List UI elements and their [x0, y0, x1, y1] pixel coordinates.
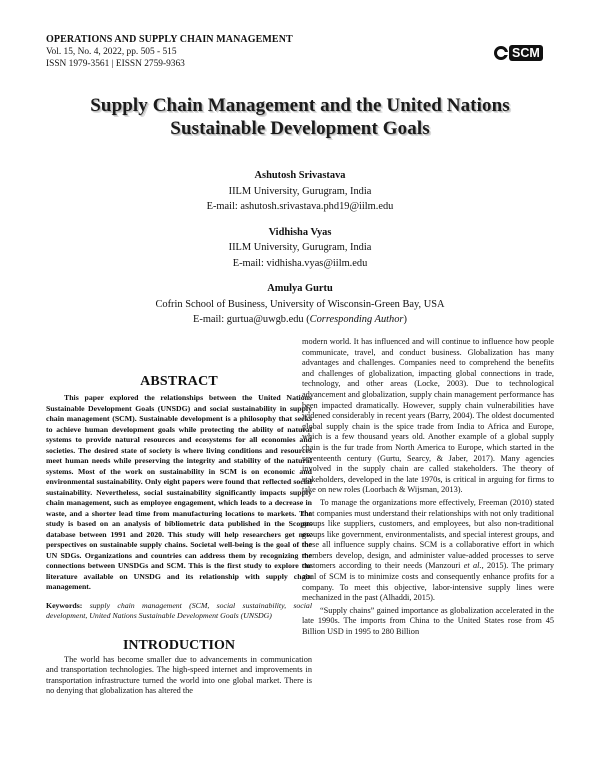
paper-title — [0, 94, 600, 140]
abstract-text: This paper explored the relationships between the United Nations Sustainable Development Goals (UNSDG) and social sustainability in supply chain management (SCM). Sustainable development is a philosophy that seeks to achieve human development goals while protecting the ability of natural systems to provide natural resources and ecosystems for all economies and societies. The desired state of society is where living conditions and resources meet human needs while preserving the integrity and stability of the natural systems. Most of the work on sustainability in SCM is on economic and environmental sustainability. Only eight papers were found that reflected social sustainability. Nevertheless, social sustainability significantly impacts supply chain management, such as employee engagement, which leads to a decrease in waste, and a shorter lead time from manufacturing locations to markets. The study is based on an analysis of bibliometric data published in the Scopus database between 1991 and 2020. This study will help researchers get new perspectives on sustainable supply chains. Societal well-being is the goal of the UN SDGs. Organizations and countries can address them by recognizing the connections between UNSDGs and SCM. This is the first study to explore the literature available on UNSDG and its relationship with supply chain management. — [46, 393, 312, 591]
email-close-paren: ) — [403, 314, 407, 325]
author-email-line — [0, 312, 600, 328]
author-2 — [0, 225, 600, 272]
author-affiliation: Cofrin School of Business, University of Wisconsin-Green Bay, USA — [155, 298, 445, 310]
introduction-heading: INTRODUCTION — [122, 637, 235, 653]
left-column — [46, 374, 312, 697]
author-email: E-mail: vidhisha.vyas@iilm.edu — [232, 257, 368, 269]
author-email: E-mail: gurtua@uwgb.edu ( — [193, 314, 310, 325]
body-paragraph-2 — [302, 498, 554, 604]
author-email: E-mail: ashutosh.srivastava.phd19@iilm.edu — [206, 201, 394, 212]
body-paragraph-1: modern world. It has influenced and will continue to influence how people communicate, travel, and conduct business. Globalization has many advantages and challenges. Companies need to comprehend the benefits and challenges of globalization, impacting global connections in trade, technology, and other areas (Locke, 2003). Due to technological advancement and globalization, supply chain management performance has been impacted dramatically. However, supply chain vulnerabilities have widened considerably in recent years (Barry, 2004). The oldest documented global supply chain is the spice trade from India to Africa and Europe, which is a few thousand years old. Another example of a global supply chain is the fur trade from North America to Europe, which started in the seventeenth century (Gurtu, Searcy, & Jaber, 2017). Many agencies involved in the supply chain are called stakeholders. The theory of stakeholders, developed in the late 1970s, is critical in arguing for firms to take on new roles (Loorbach & Wijsman, 2013). — [302, 337, 554, 495]
journal-issn: ISSN 1979-3561 | EISSN 2759-9363 — [46, 59, 185, 69]
introduction-paragraph: The world has become smaller due to advancements in communication and transportation technologies. The high-speed internet and improvements in transportation infrastructure turned the world into one global market. There is no denying that globalization has altered the — [46, 654, 312, 696]
title-line-1: Supply Chain Management and the United Nations — [90, 95, 510, 116]
paragraph-2-text-b: , 2015). The primary goal of SCM is to minimize costs and consequently enhance profits for a company. To meet this objective, labor-intensive supply lines were mechanized in the past (Alhaddi, 2015). — [302, 561, 554, 603]
title-line-2: Sustainable Development Goals — [170, 118, 430, 139]
author-name: Ashutosh Srivastava — [254, 170, 346, 181]
body-paragraph-3: “Supply chains” gained importance as globalization accelerated in the late 1990s. The imports from China to the United States rose from 45 Billion USD in 1995 to 280 Billion — [302, 605, 554, 637]
keywords-label: Keywords: — [46, 600, 83, 610]
author-affiliation: IILM University, Gurugram, India — [228, 185, 372, 197]
journal-volume: Vol. 15, No. 4, 2022, pp. 505 - 515 — [46, 47, 177, 57]
keywords — [46, 601, 312, 622]
logo-text: SCM — [509, 45, 543, 61]
journal-logo — [494, 43, 556, 62]
et-al-citation: et al. — [463, 561, 482, 571]
corresponding-author-note: Corresponding Author — [309, 314, 404, 325]
author-1 — [0, 168, 600, 215]
author-affiliation: IILM University, Gurugram, India — [228, 242, 372, 253]
journal-header — [46, 34, 293, 70]
author-block — [0, 168, 600, 338]
logo-o-icon — [494, 46, 508, 60]
abstract-heading: ABSTRACT — [140, 374, 218, 389]
journal-name: OPERATIONS AND SUPPLY CHAIN MANAGEMENT — [46, 34, 293, 45]
author-name: Vidhisha Vyas — [268, 226, 332, 238]
author-3 — [0, 281, 600, 328]
paragraph-2-text-a: To manage the organizations more effectively, Freeman (2010) stated that companies must understand their relationships with not only traditional groups like suppliers, customers, and employees, but also non-traditional groups like government, environmentalists, and special interest groups, and these all influence supply chains. SCM is a collaborative effort in which members develop, design, and administer value-added processes to serve customers according to their needs (Manzouri — [302, 497, 554, 571]
author-name: Amulya Gurtu — [267, 283, 333, 294]
keywords-text: supply chain management (SCM, social sustainability, social development, United Nations Sustainable Development Goals (UNSDG) — [46, 600, 312, 620]
right-column — [302, 337, 554, 638]
